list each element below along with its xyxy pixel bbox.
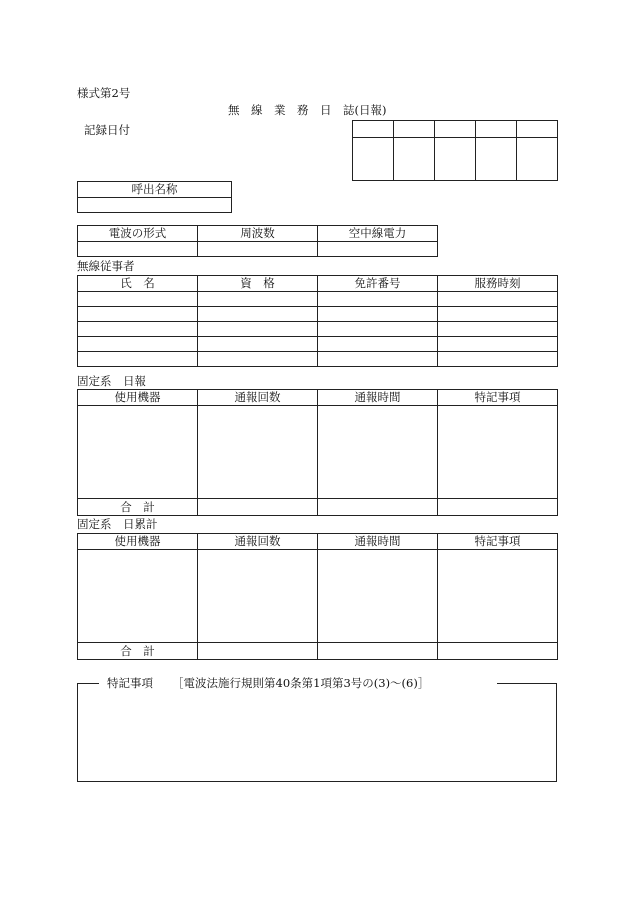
date-cell[interactable] [476,121,517,138]
table-cell[interactable] [318,337,438,352]
table-row [78,337,558,352]
form-number: 様式第2号 [77,86,131,100]
cumulative-header-time: 通報時間 [318,534,438,550]
remarks-box[interactable] [77,683,557,782]
cumulative-header-count: 通報回数 [198,534,318,550]
radio-table [77,225,438,257]
table-cell[interactable] [198,550,318,643]
table-cell[interactable] [78,406,198,499]
radio-cell[interactable] [78,242,198,257]
table-cell[interactable] [198,307,318,322]
date-cell[interactable] [353,138,394,181]
table-cell[interactable] [198,499,318,516]
cumulative-header-remarks: 特記事項 [438,534,558,550]
call-sign-table [77,181,232,213]
cumulative-total-label: 合 計 [78,643,198,660]
operators-section-label: 無線従事者 [77,259,135,273]
table-cell[interactable] [318,406,438,499]
table-row [78,292,558,307]
table-cell[interactable] [78,352,198,367]
operators-header-license: 免許番号 [318,276,438,292]
table-cell[interactable] [198,292,318,307]
table-cell[interactable] [198,322,318,337]
table-cell[interactable] [318,352,438,367]
fixed-daily-section-label: 固定系 日報 [77,374,146,388]
date-cell[interactable] [517,121,558,138]
call-sign-header: 呼出名称 [78,182,232,198]
table-cell[interactable] [438,550,558,643]
daily-header-time: 通報時間 [318,390,438,406]
daily-header-count: 通報回数 [198,390,318,406]
table-cell[interactable] [318,550,438,643]
total-row [78,499,558,516]
table-cell[interactable] [198,406,318,499]
date-cell[interactable] [353,121,394,138]
daily-header-equipment: 使用機器 [78,390,198,406]
table-cell[interactable] [438,337,558,352]
total-row [78,643,558,660]
table-cell[interactable] [438,292,558,307]
daily-header-remarks: 特記事項 [438,390,558,406]
record-date-label: 記録日付 [84,123,130,137]
table-cell[interactable] [318,499,438,516]
radio-header-power: 空中線電力 [318,226,438,242]
table-cell[interactable] [438,499,558,516]
operators-header-duty-time: 服務時刻 [438,276,558,292]
radio-cell[interactable] [198,242,318,257]
date-cell[interactable] [394,121,435,138]
table-cell[interactable] [438,322,558,337]
operators-header-name: 氏 名 [78,276,198,292]
table-row [78,406,558,499]
table-cell[interactable] [78,550,198,643]
remarks-label: 特記事項 [107,676,153,690]
operators-table [77,275,558,367]
date-cell[interactable] [435,121,476,138]
date-cell[interactable] [394,138,435,181]
cumulative-header-equipment: 使用機器 [78,534,198,550]
fixed-cumulative-section-label: 固定系 日累計 [77,517,158,531]
fixed-daily-table [77,389,558,516]
table-cell[interactable] [318,643,438,660]
table-cell[interactable] [198,643,318,660]
table-cell[interactable] [78,322,198,337]
table-cell[interactable] [198,337,318,352]
page-title: 無 線 業 務 日 誌(日報) [228,103,387,117]
table-row [78,352,558,367]
date-cell[interactable] [517,138,558,181]
record-date-grid [352,120,558,181]
table-cell[interactable] [438,307,558,322]
table-cell[interactable] [438,643,558,660]
call-sign-value[interactable] [78,198,232,213]
table-cell[interactable] [318,307,438,322]
table-cell[interactable] [78,337,198,352]
table-row [78,322,558,337]
table-cell[interactable] [438,406,558,499]
table-cell[interactable] [438,352,558,367]
radio-cell[interactable] [318,242,438,257]
fixed-cumulative-table [77,533,558,660]
date-cell[interactable] [435,138,476,181]
table-cell[interactable] [318,322,438,337]
daily-total-label: 合 計 [78,499,198,516]
operators-header-qualification: 資 格 [198,276,318,292]
table-cell[interactable] [318,292,438,307]
table-row [78,550,558,643]
radio-header-emission: 電波の形式 [78,226,198,242]
radio-header-frequency: 周波数 [198,226,318,242]
table-cell[interactable] [78,307,198,322]
remarks-reference: ［電波法施行規則第40条第1項第3号の(3)～(6)］ [172,676,430,690]
table-cell[interactable] [78,292,198,307]
table-cell[interactable] [198,352,318,367]
table-row [78,307,558,322]
date-cell[interactable] [476,138,517,181]
